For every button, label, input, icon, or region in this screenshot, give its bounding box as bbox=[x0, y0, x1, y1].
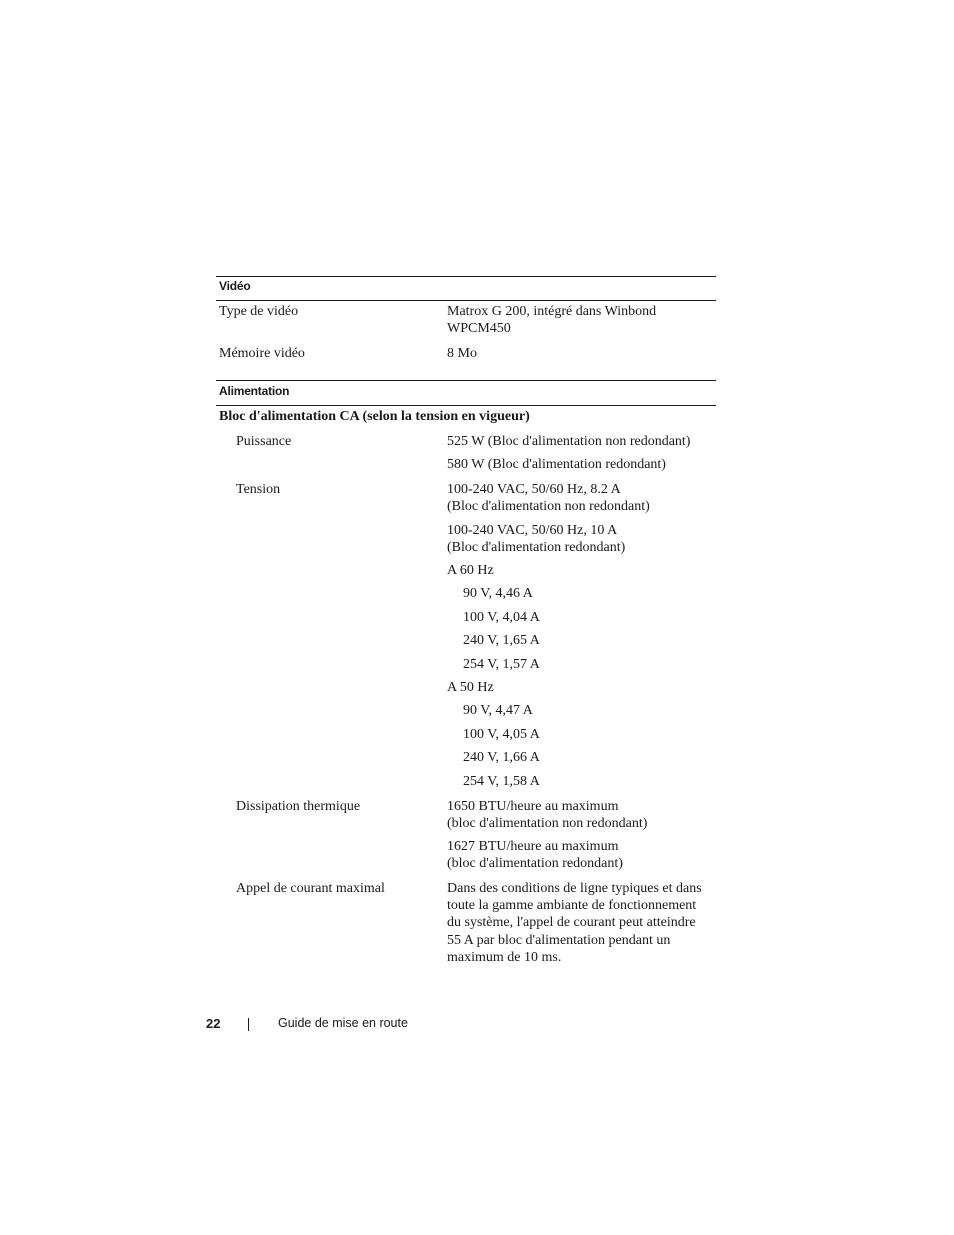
top-rule-video bbox=[216, 276, 716, 277]
divider-video bbox=[216, 300, 716, 301]
label-heat-dissipation: Dissipation thermique bbox=[236, 799, 361, 814]
value-inrush-line-1: Dans des conditions de ligne typiques et dans bbox=[447, 881, 702, 896]
power-subheading: Bloc d'alimentation CA (selon la tension en vigueur) bbox=[219, 409, 530, 424]
value-heat-a-2: (bloc d'alimentation non redondant) bbox=[447, 816, 648, 831]
value-50hz-254v: 254 V, 1,58 A bbox=[463, 774, 540, 789]
value-voltage-b-1: 100-240 VAC, 50/60 Hz, 10 A bbox=[447, 523, 618, 538]
value-inrush-line-5: maximum de 10 ms. bbox=[447, 950, 562, 965]
value-60hz-254v: 254 V, 1,57 A bbox=[463, 657, 540, 672]
value-inrush-line-3: du système, l'appel de courant peut atteindre bbox=[447, 915, 696, 930]
value-60hz-90v: 90 V, 4,46 A bbox=[463, 586, 533, 601]
label-voltage: Tension bbox=[236, 482, 281, 497]
value-wattage-nonredundant: 525 W (Bloc d'alimentation non redondant) bbox=[447, 434, 691, 449]
divider-power bbox=[216, 405, 716, 406]
label-wattage: Puissance bbox=[236, 434, 292, 449]
value-60hz-240v: 240 V, 1,65 A bbox=[463, 633, 540, 648]
page-number: 22 bbox=[206, 1016, 221, 1031]
value-voltage-a-1: 100-240 VAC, 50/60 Hz, 8.2 A bbox=[447, 482, 621, 497]
value-heat-b-1: 1627 BTU/heure au maximum bbox=[447, 839, 619, 854]
label-60hz: A 60 Hz bbox=[447, 563, 494, 578]
value-heat-b-2: (bloc d'alimentation redondant) bbox=[447, 856, 623, 871]
label-video-type: Type de vidéo bbox=[219, 304, 299, 319]
value-video-type-1: Matrox G 200, intégré dans Winbond bbox=[447, 304, 657, 319]
value-inrush-line-4: 55 A par bloc d'alimentation pendant un bbox=[447, 933, 671, 948]
label-video-memory: Mémoire vidéo bbox=[219, 346, 305, 361]
label-inrush-current: Appel de courant maximal bbox=[236, 881, 385, 896]
value-50hz-100v: 100 V, 4,05 A bbox=[463, 727, 540, 742]
footer-separator bbox=[248, 1018, 249, 1031]
value-voltage-b-2: (Bloc d'alimentation redondant) bbox=[447, 540, 626, 555]
value-voltage-a-2: (Bloc d'alimentation non redondant) bbox=[447, 499, 650, 514]
value-video-memory: 8 Mo bbox=[447, 346, 477, 361]
label-50hz: A 50 Hz bbox=[447, 680, 494, 695]
top-rule-power bbox=[216, 380, 716, 381]
value-video-type-2: WPCM450 bbox=[447, 321, 511, 336]
value-60hz-100v: 100 V, 4,04 A bbox=[463, 610, 540, 625]
value-wattage-redundant: 580 W (Bloc d'alimentation redondant) bbox=[447, 457, 666, 472]
value-50hz-240v: 240 V, 1,66 A bbox=[463, 750, 540, 765]
section-title-video: Vidéo bbox=[219, 279, 251, 293]
value-heat-a-1: 1650 BTU/heure au maximum bbox=[447, 799, 619, 814]
section-title-power: Alimentation bbox=[219, 384, 290, 398]
value-inrush-line-2: toute la gamme ambiante de fonctionnement bbox=[447, 898, 697, 913]
value-50hz-90v: 90 V, 4,47 A bbox=[463, 703, 533, 718]
footer-guide-title: Guide de mise en route bbox=[278, 1016, 408, 1030]
